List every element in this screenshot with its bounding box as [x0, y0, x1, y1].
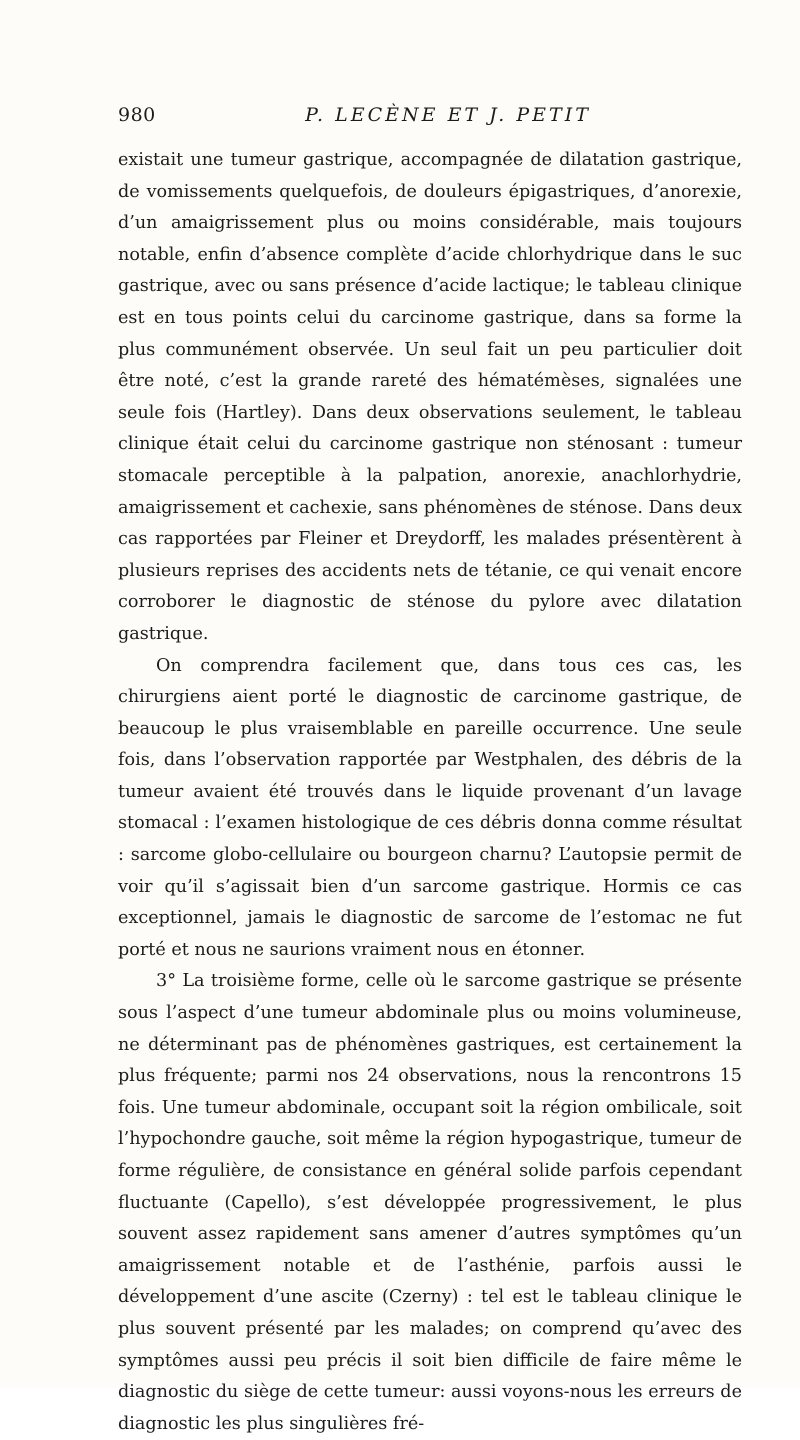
page-header — [118, 104, 738, 132]
paragraph-3: 3° La troisième forme, celle où le sarcome gastrique se présente sous l’aspect d’une tumeur abdominale plus ou moins volumineuse, ne déterminant pas de phénomènes gastriques, est certainement la plus fréquente; parmi nos 24 observations, nous la rencontrons 15 fois. Une tumeur abdominale, occupant soit la région ombilicale, soit l’hypochondre gauche, soit même la région hypogastrique, tumeur de forme régulière, de consistance en général solide parfois cependant fluctuante (Capello), s’est développée progressivement, le plus souvent assez rapidement sans amener d’autres symptômes qu’un amaigrissement notable et de l’asthénie, parfois aussi le développement d’une ascite (Czerny) : tel est le tableau clinique le plus souvent présenté par les malades; on comprend qu’avec des symptômes aussi peu précis il soit bien difficile de faire même le diagnostic du siège de cette tumeur: aussi voyons-nous les erreurs de diagnostic les plus singulières fré- — [118, 971, 742, 1434]
paragraph-2: On comprendra facilement que, dans tous ces cas, les chirurgiens aient porté le diagnostic de carcinome gastrique, de beaucoup le plus vraisemblable en pareille occurrence. Une seule fois, dans l’observation rapportée par Westphalen, des débris de la tumeur avaient été trouvés dans le liquide provenant d’un lavage stomacal : l’examen histologique de ces débris donna comme résultat : sarcome globo-cellulaire ou bourgeon charnu? L’autopsie permit de voir qu’il s’agissait bien d’un sarcome gastrique. Hormis ce cas exceptionnel, jamais le diagnostic de sarcome de l’estomac ne fut porté et nous ne saurions vraiment nous en étonner. — [118, 655, 742, 960]
body-text — [118, 145, 742, 1440]
running-head: P. LECÈNE ET J. PETIT — [305, 104, 591, 126]
page-number: 980 — [118, 104, 156, 126]
paragraph-1: existait une tumeur gastrique, accompagnée de dilatation gastrique, de vomissements quelquefois, de douleurs épigastriques, d’anorexie, d’un amaigrissement plus ou moins considérable, mais toujours notable, enfin d’absence complète d’acide chlorhydrique dans le suc gastrique, avec ou sans présence d’acide lactique; le tableau clinique est en tous points celui du carcinome gastrique, dans sa forme la plus communément observée. Un seul fait un peu particulier doit être noté, c’est la grande rareté des hématémèses, signalées une seule fois (Hartley). Dans deux observations seulement, le tableau clinique était celui du carcinome gastrique non sténosant : tumeur stomacale perceptible à la palpation, anorexie, anachlorhydrie, amaigrissement et cachexie, sans phénomènes de sténose. Dans deux cas rapportées par Fleiner et Dreydorff, les malades présentèrent à plusieurs reprises des accidents nets de tétanie, ce qui venait encore corroborer le diagnostic de sténose du pylore avec dilatation gastrique. — [118, 150, 742, 644]
